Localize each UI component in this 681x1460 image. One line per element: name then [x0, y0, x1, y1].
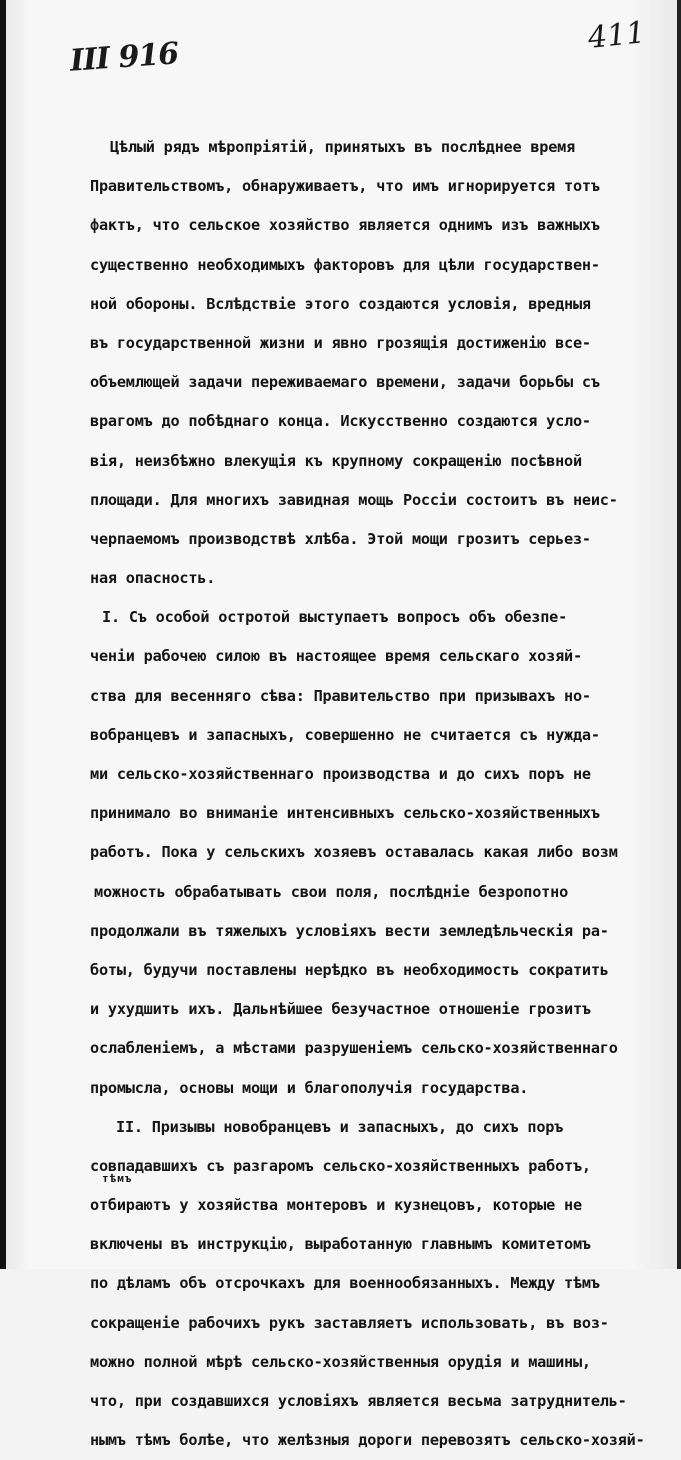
text-line: объемлющей задачи переживаемаго времени, задачи борьбы съ — [90, 373, 600, 392]
text-line: боты, будучи поставлены нерѣдко въ необходимость сократить — [90, 960, 609, 979]
text-line: ная опасность. — [90, 569, 216, 588]
archive-mark: III 916 — [68, 36, 180, 79]
text-line: ченіи рабочею силою въ настоящее время сельскаго хозяй- — [90, 647, 582, 666]
text-line: продолжали въ тяжелыхъ условіяхъ вести земледѣльческія ра- — [90, 921, 609, 940]
text-line: существенно необходимыхъ факторовъ для цѣли государствен- — [90, 255, 600, 274]
text-line: площади. Для многихъ завидная мощь Россіи состоитъ въ неис- — [90, 490, 618, 509]
section-heading-line: II. Призывы новобранцевъ и запасныхъ, до сихъ поръ — [116, 1117, 564, 1136]
text-line: работъ. Пока у сельскихъ хозяевъ оставалась какая либо возм — [90, 843, 618, 862]
text-line: въ государственной жизни и явно грозящія достиженію все- — [90, 333, 591, 352]
text-line: вія, неизбѣжно влекущія къ крупному сокращенію посѣвной — [90, 451, 582, 470]
text-line: совпадавшихъ съ разгаромъ сельско-хозяйственныхъ работъ, — [90, 1156, 591, 1175]
text-line: сокращеніе рабочихъ рукъ заставляетъ использовать, въ воз- — [90, 1313, 609, 1332]
document-body — [90, 128, 670, 1460]
text-line: включены въ инструкцію, выработанную главнымъ комитетомъ — [90, 1235, 591, 1254]
text-line: ства для весенняго сѣва: Правительство при призывахъ но- — [90, 686, 591, 705]
text-line: что, при создавшихся условіяхъ является весьма затруднитель- — [90, 1392, 627, 1410]
text-line: Цѣлый рядъ мѣропріятій, принятыхъ въ послѣднее время — [110, 138, 576, 156]
section-heading-line: I. Съ особой остротой выступаетъ вопросъ объ обезпе- — [102, 608, 568, 627]
text-line: ной обороны. Вслѣдствіе этого создаются условія, вредныя — [90, 294, 591, 313]
text-line: можность обрабатывать свои поля, послѣдніе безропотно — [94, 882, 569, 901]
text-line: отбираютъ у хозяйства монтеровъ и кузнецовъ, которые не — [90, 1196, 582, 1215]
text-line: можно полной мѣрѣ сельско-хозяйственныя орудія и машины, — [90, 1352, 591, 1371]
text-line: врагомъ до побѣднаго конца. Искусственно создаются усло- — [90, 412, 591, 431]
text-line: принимало во вниманіе интенсивныхъ сельско-хозяйственныхъ — [90, 804, 600, 823]
text-line: фактъ, что сельское хозяйство является однимъ изъ важныхъ — [90, 216, 600, 235]
interlinear-correction: тѣмъ — [102, 1172, 133, 1185]
text-line: ослабленіемъ, а мѣстами разрушеніемъ сельско-хозяйственнаго — [90, 1039, 618, 1058]
text-line: черпаемомъ производствѣ хлѣба. Этой мощи грозитъ серьез- — [90, 529, 591, 548]
text-line: ми сельско-хозяйственнаго производства и до сихъ поръ не — [90, 765, 591, 783]
folio-mark: 411 — [586, 15, 647, 56]
text-line: промысла, основы мощи и благополучія государства. — [90, 1078, 529, 1097]
text-line: по дѣламъ объ отсрочкахъ для военнообязанныхъ. Между тѣмъ — [90, 1274, 600, 1293]
text-line: нымъ тѣмъ болѣе, что желѣзныя дороги перевозятъ сельско-хозяй- — [90, 1431, 645, 1450]
text-line: вобранцевъ и запасныхъ, совершенно не считается съ нужда- — [90, 725, 600, 744]
text-line: Правительствомъ, обнаруживаетъ, что имъ игнорируется тотъ — [90, 177, 600, 196]
text-line: и ухудшить ихъ. Дальнѣйшее безучастное отношеніе грозитъ — [90, 1000, 591, 1019]
